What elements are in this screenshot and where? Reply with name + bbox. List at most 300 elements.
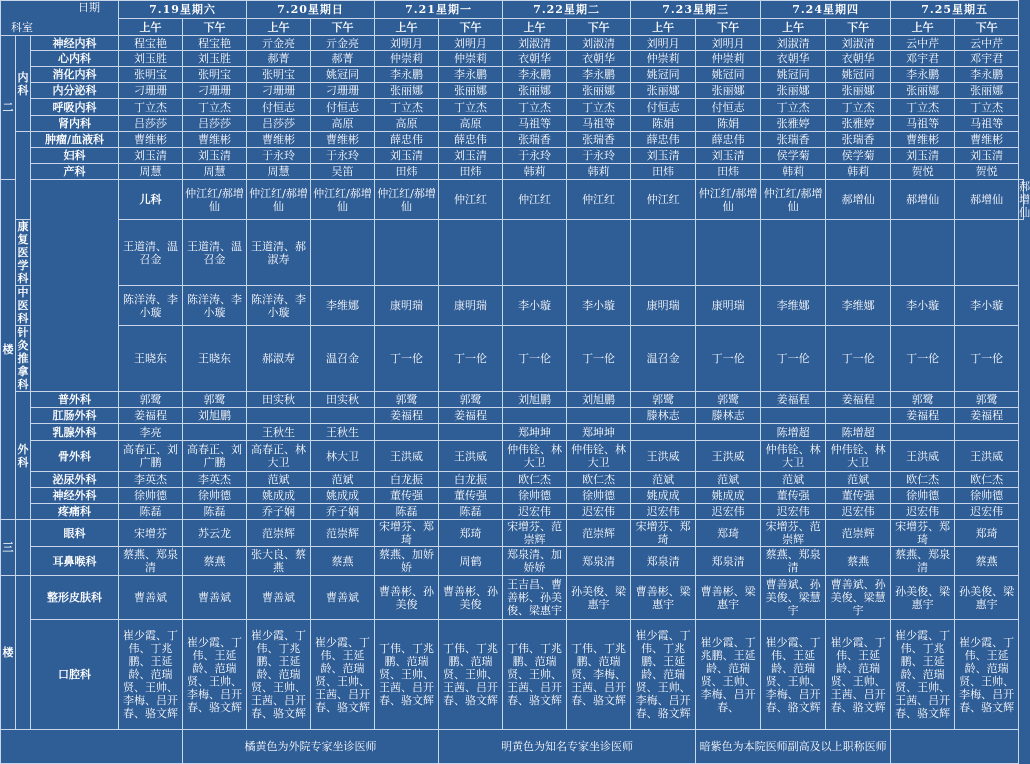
pm-doctor-cell: 付恒志: [696, 99, 761, 116]
pm-header: 下午: [955, 19, 1019, 36]
pm-doctor-cell: 迟宏伟: [696, 504, 761, 520]
am-doctor-cell: 郭鹭: [891, 392, 955, 408]
date-header: 7.22星期二: [503, 1, 631, 19]
am-doctor-cell: [891, 220, 955, 286]
am-doctor-cell: 刘玉清: [119, 148, 183, 164]
am-doctor-cell: 于永玲: [247, 148, 311, 164]
pm-doctor-cell: 李小璇: [567, 286, 631, 326]
pm-doctor-cell: 李永鹏: [439, 67, 503, 83]
floor2-label-top: 二: [1, 36, 16, 180]
am-doctor-cell: [891, 424, 955, 441]
pm-doctor-cell: 王洪威: [955, 441, 1019, 472]
am-doctor-cell: 李永鹏: [375, 67, 439, 83]
dept-name: 耳鼻喉科: [31, 547, 119, 576]
pm-doctor-cell: 田炜: [439, 164, 503, 180]
waike-blank-cell: [16, 576, 31, 730]
pm-doctor-cell: 刘玉清: [696, 148, 761, 164]
pm-doctor-cell: 贺悦: [955, 164, 1019, 180]
pm-doctor-cell: 陈磊: [183, 504, 247, 520]
pm-doctor-cell: 姜福程: [955, 408, 1019, 424]
am-doctor-cell: 姜福程: [891, 408, 955, 424]
pm-doctor-cell: 张瑞香: [826, 132, 891, 148]
am-doctor-cell: 马祖等: [891, 116, 955, 132]
pm-doctor-cell: 仲伟铨、林大卫: [567, 441, 631, 472]
am-doctor-cell: 周慧: [247, 164, 311, 180]
pm-doctor-cell: [826, 408, 891, 424]
pm-doctor-cell: 曹维彬: [955, 132, 1019, 148]
am-doctor-cell: 陈增超: [761, 424, 826, 441]
pm-doctor-cell: 迟宏伟: [826, 504, 891, 520]
pm-doctor-cell: [439, 424, 503, 441]
pm-doctor-cell: [311, 408, 375, 424]
am-doctor-cell: 仲崇莉: [375, 51, 439, 67]
floor3-label-bottom: 楼: [1, 576, 16, 730]
pm-doctor-cell: 孙美俊、梁惠宇: [567, 576, 631, 620]
am-doctor-cell: 张瑞香: [761, 132, 826, 148]
am-doctor-cell: 丁一伦: [761, 326, 826, 392]
date-header: 7.23星期三: [631, 1, 761, 19]
pm-doctor-cell: 丁伟、丁兆鹏、范瑞贤、王帅、王茜、吕开春、骆文辉: [439, 620, 503, 730]
pm-doctor-cell: 曹善彬、孙美俊: [439, 576, 503, 620]
am-doctor-cell: 邓宇君: [891, 51, 955, 67]
am-doctor-cell: 刘明月: [375, 36, 439, 51]
pm-doctor-cell: [955, 424, 1019, 441]
am-doctor-cell: [761, 220, 826, 286]
pm-doctor-cell: 滕林志: [696, 408, 761, 424]
am-doctor-cell: 刘玉胜: [119, 51, 183, 67]
pm-doctor-cell: 范斌: [696, 472, 761, 488]
am-doctor-cell: 刘玉清: [375, 148, 439, 164]
pm-doctor-cell: 丁一伦: [696, 326, 761, 392]
pm-doctor-cell: 丁伟、丁兆鹏、范瑞贤、李梅、王茜、吕开春、骆文辉: [567, 620, 631, 730]
am-doctor-cell: 亓金亮: [247, 36, 311, 51]
dept-row: [1, 220, 1024, 286]
pm-doctor-cell: 刘旭鹏: [567, 392, 631, 408]
am-doctor-cell: 张丽娜: [631, 83, 696, 99]
pm-header: 下午: [826, 19, 891, 36]
am-doctor-cell: 薛忠伟: [375, 132, 439, 148]
pm-doctor-cell: 李永鹏: [955, 67, 1019, 83]
am-doctor-cell: 郑泉清: [631, 547, 696, 576]
am-doctor-cell: 侯学菊: [761, 148, 826, 164]
am-doctor-cell: 郭鹭: [375, 392, 439, 408]
pm-doctor-cell: 仲江红: [631, 180, 696, 220]
pm-doctor-cell: 张雅婷: [826, 116, 891, 132]
am-doctor-cell: 刘旭鹏: [503, 392, 567, 408]
dept-name: 肾内科: [31, 116, 119, 132]
am-doctor-cell: 蔡燕、加娇娇: [375, 547, 439, 576]
am-header: 上午: [247, 19, 311, 36]
pm-doctor-cell: 丁立杰: [439, 99, 503, 116]
am-doctor-cell: 丁伟、丁兆鹏、范瑞贤、王帅、王茜、吕开春、骆文辉: [375, 620, 439, 730]
pm-doctor-cell: 王晓东: [183, 326, 247, 392]
am-doctor-cell: 蔡燕、郑泉清: [891, 547, 955, 576]
am-doctor-cell: 仲伟铨、林大卫: [761, 441, 826, 472]
floor3-label-top: 三: [1, 520, 16, 576]
pm-doctor-cell: 刘玉清: [439, 148, 503, 164]
dept-name: 妇科: [31, 148, 119, 164]
am-doctor-cell: 白龙振: [375, 472, 439, 488]
am-doctor-cell: 张丽娜: [891, 83, 955, 99]
am-doctor-cell: 刁珊珊: [247, 83, 311, 99]
am-doctor-cell: 刘淑清: [503, 36, 567, 51]
date-row: [1, 1, 1024, 19]
pm-doctor-cell: 徐帅德: [955, 488, 1019, 504]
am-doctor-cell: 程宝艳: [119, 36, 183, 51]
pm-doctor-cell: 丁立杰: [826, 99, 891, 116]
am-doctor-cell: 范斌: [631, 472, 696, 488]
dept-row: [1, 67, 1024, 83]
neike-blank-cell: [31, 180, 119, 392]
am-doctor-cell: 王秋生: [247, 424, 311, 441]
am-doctor-cell: 田炜: [375, 164, 439, 180]
date-header: 7.24星期四: [761, 1, 891, 19]
am-doctor-cell: 郝菁: [247, 51, 311, 67]
pm-doctor-cell: 徐帅德: [567, 488, 631, 504]
pm-doctor-cell: [696, 220, 761, 286]
pm-doctor-cell: 崔少霞、丁伟、王延龄、范瑞贤、王帅、王茜、吕开春、骆文辉: [311, 620, 375, 730]
pm-doctor-cell: 曹维彬: [311, 132, 375, 148]
am-doctor-cell: [503, 220, 567, 286]
am-doctor-cell: 迟宏伟: [503, 504, 567, 520]
pm-doctor-cell: 蔡燕: [311, 547, 375, 576]
am-doctor-cell: 姚冠同: [761, 67, 826, 83]
pm-doctor-cell: 郝菁: [311, 51, 375, 67]
pm-doctor-cell: 王洪威: [696, 441, 761, 472]
pm-header: 下午: [567, 19, 631, 36]
pm-doctor-cell: 蔡燕: [183, 547, 247, 576]
am-doctor-cell: 王道清、温召金: [119, 220, 183, 286]
am-doctor-cell: 仲伟铨、林大卫: [503, 441, 567, 472]
am-doctor-cell: 崔少霞、丁伟、丁兆鹏、王延龄、范瑞贤、王帅、王茜、吕开春、骆文辉: [891, 620, 955, 730]
am-doctor-cell: [631, 424, 696, 441]
am-doctor-cell: 王吉昌、曹善彬、孙美俊、梁惠宇: [503, 576, 567, 620]
dept-row: [1, 36, 1024, 51]
dept-name: 儿科: [119, 180, 183, 220]
pm-doctor-cell: 曹善斌、孙美俊、梁慧宇: [826, 576, 891, 620]
am-doctor-cell: 周慧: [119, 164, 183, 180]
am-doctor-cell: 李永鹏: [891, 67, 955, 83]
am-doctor-cell: 张瑞香: [503, 132, 567, 148]
dept-row: [1, 392, 1024, 408]
pm-doctor-cell: 张丽娜: [955, 83, 1019, 99]
dept-name: 肿瘤/血液科: [31, 132, 119, 148]
am-doctor-cell: 云中芹: [891, 36, 955, 51]
pm-doctor-cell: 周鹤: [439, 547, 503, 576]
am-header: 上午: [761, 19, 826, 36]
am-doctor-cell: 王晓东: [119, 326, 183, 392]
am-doctor-cell: 郝淑寿: [247, 326, 311, 392]
neike-blank-cell: [16, 132, 31, 220]
pm-doctor-cell: 欧仁杰: [567, 472, 631, 488]
am-doctor-cell: 陈洋涛、李小璇: [119, 286, 183, 326]
am-doctor-cell: 刘玉清: [631, 148, 696, 164]
pm-doctor-cell: 郝增仙: [891, 180, 955, 220]
dept-row: [1, 620, 1024, 730]
legend-yellow: 明黄色为知名专家坐诊医师: [439, 730, 696, 764]
am-doctor-cell: 刘明月: [631, 36, 696, 51]
am-doctor-cell: 仲江红/郝增仙: [311, 180, 375, 220]
am-doctor-cell: 范斌: [247, 472, 311, 488]
pm-doctor-cell: 张丽娜: [826, 83, 891, 99]
am-doctor-cell: 董传强: [761, 488, 826, 504]
pm-doctor-cell: 亓金亮: [311, 36, 375, 51]
am-doctor-cell: 仲江红: [567, 180, 631, 220]
dept-name: 针灸推拿科: [17, 326, 29, 391]
pm-doctor-cell: 温召金: [311, 326, 375, 392]
pm-doctor-cell: 韩莉: [826, 164, 891, 180]
pm-doctor-cell: 仲伟铨、林大卫: [826, 441, 891, 472]
am-doctor-cell: 丁立杰: [761, 99, 826, 116]
waike-blank-cell: [16, 520, 31, 576]
am-doctor-cell: 姜福程: [761, 392, 826, 408]
pm-doctor-cell: 丁一伦: [826, 326, 891, 392]
am-doctor-cell: 蔡燕、郑泉清: [761, 547, 826, 576]
am-doctor-cell: 王洪威: [891, 441, 955, 472]
am-doctor-cell: 张丽娜: [761, 83, 826, 99]
pm-doctor-cell: 林大卫: [311, 441, 375, 472]
am-doctor-cell: 韩莉: [761, 164, 826, 180]
pm-doctor-cell: 高原: [311, 116, 375, 132]
pm-doctor-cell: 仲崇莉: [696, 51, 761, 67]
am-doctor-cell: 徐帅德: [891, 488, 955, 504]
pm-doctor-cell: 康明瑞: [439, 286, 503, 326]
am-doctor-cell: 张雅婷: [761, 116, 826, 132]
am-doctor-cell: 陈洋涛、李小璇: [247, 286, 311, 326]
pm-doctor-cell: 丁一伦: [567, 326, 631, 392]
dept-name: 眼科: [31, 520, 119, 547]
pm-doctor-cell: 蔡燕: [826, 547, 891, 576]
am-doctor-cell: [631, 220, 696, 286]
dept-name: 康复医学科: [17, 220, 29, 285]
pm-doctor-cell: 郑琦: [955, 520, 1019, 547]
am-doctor-cell: 郑泉清、加娇娇: [503, 547, 567, 576]
am-doctor-cell: 李亮: [119, 424, 183, 441]
am-doctor-cell: 仲崇莉: [631, 51, 696, 67]
pm-doctor-cell: 丁立杰: [567, 99, 631, 116]
am-doctor-cell: 张明宝: [119, 67, 183, 83]
am-header: 上午: [119, 19, 183, 36]
am-doctor-cell: [503, 408, 567, 424]
am-header: 上午: [631, 19, 696, 36]
pm-doctor-cell: 王道清、温召金: [183, 220, 247, 286]
am-doctor-cell: 曹善斌: [247, 576, 311, 620]
corner-cell: [1, 1, 119, 36]
dept-row: [1, 408, 1024, 424]
pm-doctor-cell: 刘玉胜: [183, 51, 247, 67]
dept-name: 整形皮肤科: [31, 576, 119, 620]
dept-row: [1, 424, 1024, 441]
am-doctor-cell: 张丽娜: [375, 83, 439, 99]
pm-doctor-cell: 姚冠同: [826, 67, 891, 83]
dept-name: 神经内科: [31, 36, 119, 51]
pm-doctor-cell: 王洪威: [439, 441, 503, 472]
pm-doctor-cell: 丁立杰: [183, 99, 247, 116]
pm-doctor-cell: 刘玉清: [955, 148, 1019, 164]
am-header: 上午: [503, 19, 567, 36]
dept-row: [1, 488, 1024, 504]
pm-doctor-cell: [183, 424, 247, 441]
pm-doctor-cell: 丁一伦: [955, 326, 1019, 392]
pm-doctor-cell: 衣朝华: [826, 51, 891, 67]
pm-header: 下午: [311, 19, 375, 36]
am-doctor-cell: 滕林志: [631, 408, 696, 424]
am-doctor-cell: 郝增仙: [826, 180, 891, 220]
am-doctor-cell: 田实秋: [247, 392, 311, 408]
pm-doctor-cell: 刘淑清: [826, 36, 891, 51]
pm-header: 下午: [439, 19, 503, 36]
session-row: [1, 19, 1024, 36]
am-doctor-cell: 欧仁杰: [503, 472, 567, 488]
am-doctor-cell: 韩莉: [503, 164, 567, 180]
pm-doctor-cell: 范崇辉: [311, 520, 375, 547]
pm-doctor-cell: 陈娟: [696, 116, 761, 132]
pm-doctor-cell: 董传强: [826, 488, 891, 504]
pm-doctor-cell: 程宝艳: [183, 36, 247, 51]
am-doctor-cell: 董传强: [375, 488, 439, 504]
dept-name: 消化内科: [31, 67, 119, 83]
am-doctor-cell: 曹善彬、孙美俊: [375, 576, 439, 620]
pm-doctor-cell: 曹善彬、梁惠宇: [696, 576, 761, 620]
dept-row: [1, 83, 1024, 99]
pm-doctor-cell: 陈磊: [439, 504, 503, 520]
pm-doctor-cell: 丁立杰: [955, 99, 1019, 116]
dept-name: 内分泌科: [31, 83, 119, 99]
am-doctor-cell: 丁一伦: [891, 326, 955, 392]
floor2-label-bottom: 楼: [1, 180, 16, 520]
pm-doctor-cell: 郭鹭: [696, 392, 761, 408]
pm-doctor-cell: 马祖等: [567, 116, 631, 132]
am-doctor-cell: 薛忠伟: [631, 132, 696, 148]
am-doctor-cell: 于永玲: [503, 148, 567, 164]
pm-doctor-cell: 李小璇: [955, 286, 1019, 326]
am-doctor-cell: 宋增芬、郑琦: [631, 520, 696, 547]
pm-doctor-cell: 郝增仙: [1019, 180, 1030, 219]
pm-doctor-cell: 仲江红/郝增仙: [761, 180, 826, 220]
pm-doctor-cell: 曹维彬: [183, 132, 247, 148]
pm-doctor-cell: 陈增超: [826, 424, 891, 441]
am-doctor-cell: 高春正、刘广鹏: [119, 441, 183, 472]
am-doctor-cell: 孙美俊、梁惠宇: [891, 576, 955, 620]
pm-doctor-cell: 范崇辉: [826, 520, 891, 547]
pm-doctor-cell: 曹善斌: [183, 576, 247, 620]
pm-doctor-cell: 姜福程: [439, 408, 503, 424]
pm-doctor-cell: 姚冠同: [311, 67, 375, 83]
pm-doctor-cell: [567, 408, 631, 424]
pm-doctor-cell: 崔少霞、丁伟、王延龄、范瑞贤、王帅、王茜、吕开春、骆文辉: [826, 620, 891, 730]
pm-doctor-cell: [439, 220, 503, 286]
am-doctor-cell: 田炜: [631, 164, 696, 180]
date-axis-label: 日期: [78, 1, 101, 14]
pm-doctor-cell: 刘淑清: [567, 36, 631, 51]
am-doctor-cell: 徐帅德: [119, 488, 183, 504]
am-doctor-cell: 温召金: [631, 326, 696, 392]
schedule-body: [1, 1, 1030, 764]
pm-doctor-cell: 孙美俊、梁惠宇: [955, 576, 1019, 620]
pm-doctor-cell: 崔少霞、丁兆鹏、王延龄、范瑞贤、王帅、李梅、吕开春、: [696, 620, 761, 730]
am-doctor-cell: 乔子娴: [247, 504, 311, 520]
am-doctor-cell: 王道清、郝淑寿: [247, 220, 311, 286]
am-doctor-cell: 陈磊: [375, 504, 439, 520]
pm-doctor-cell: 仲江红/郝增仙: [247, 180, 311, 220]
pm-doctor-cell: 徐帅德: [183, 488, 247, 504]
pm-doctor-cell: 范崇辉: [567, 520, 631, 547]
pm-doctor-cell: 郑泉清: [696, 547, 761, 576]
am-doctor-cell: 丁立杰: [503, 99, 567, 116]
pm-doctor-cell: [696, 424, 761, 441]
am-doctor-cell: 姚成成: [631, 488, 696, 504]
am-doctor-cell: 张明宝: [247, 67, 311, 83]
dept-name: 口腔科: [31, 620, 119, 730]
pm-doctor-cell: 马祖等: [955, 116, 1019, 132]
am-doctor-cell: 张大良、蔡燕: [247, 547, 311, 576]
dept-name: 乳腺外科: [31, 424, 119, 441]
pm-doctor-cell: 王秋生: [311, 424, 375, 441]
dept-name: 产科: [31, 164, 119, 180]
pm-doctor-cell: 蔡燕: [955, 547, 1019, 576]
pm-doctor-cell: 崔少霞、丁伟、王延龄、范瑞贤、王帅、李梅、吕开春、骆文辉: [955, 620, 1019, 730]
am-doctor-cell: 欧仁杰: [891, 472, 955, 488]
dept-row: [1, 520, 1024, 547]
am-doctor-cell: 姜福程: [119, 408, 183, 424]
waike-group-label: 外科: [16, 392, 31, 520]
pm-doctor-cell: 白龙振: [439, 472, 503, 488]
dept-name: 疼痛科: [31, 504, 119, 520]
pm-doctor-cell: 薛忠伟: [696, 132, 761, 148]
am-doctor-cell: 崔少霞、丁伟、丁兆鹏、王延龄、范瑞贤、王帅、王茜、吕开春、骆文辉: [247, 620, 311, 730]
am-doctor-cell: 宋增芬、郑琦: [891, 520, 955, 547]
am-header: 上午: [891, 19, 955, 36]
pm-doctor-cell: 张丽娜: [696, 83, 761, 99]
am-doctor-cell: 李小璇: [891, 286, 955, 326]
pm-doctor-cell: [311, 220, 375, 286]
am-doctor-cell: 迟宏伟: [631, 504, 696, 520]
date-header: 7.20星期日: [247, 1, 375, 19]
pm-doctor-cell: [955, 220, 1019, 286]
pm-doctor-cell: 高原: [439, 116, 503, 132]
pm-doctor-cell: 郭鹭: [439, 392, 503, 408]
am-doctor-cell: 郝增仙: [955, 180, 1019, 220]
am-doctor-cell: 衣朝华: [761, 51, 826, 67]
legend-row: [1, 730, 1024, 764]
pm-doctor-cell: 苏云龙: [183, 520, 247, 547]
am-doctor-cell: 姚成成: [247, 488, 311, 504]
am-doctor-cell: 吕莎莎: [247, 116, 311, 132]
dept-row: [1, 132, 1024, 148]
am-doctor-cell: [375, 424, 439, 441]
am-doctor-cell: 徐帅德: [503, 488, 567, 504]
legend-purple: 暗紫色为本院医师副高及以上职称医师: [696, 730, 891, 764]
pm-doctor-cell: 刘玉清: [183, 148, 247, 164]
am-doctor-cell: 宋增芬、范崇辉: [761, 520, 826, 547]
am-doctor-cell: 刘玉清: [891, 148, 955, 164]
am-doctor-cell: 高原: [375, 116, 439, 132]
dept-name: 普外科: [31, 392, 119, 408]
am-doctor-cell: 宋增芬、郑琦: [375, 520, 439, 547]
dept-name: 呼吸内科: [31, 99, 119, 116]
am-doctor-cell: 曹善彬、梁惠宇: [631, 576, 696, 620]
pm-doctor-cell: 陈洋涛、李小璇: [183, 286, 247, 326]
date-header: 7.21星期一: [375, 1, 503, 19]
am-doctor-cell: 丁一伦: [375, 326, 439, 392]
dept-row: [1, 180, 1024, 220]
am-doctor-cell: 崔少霞、丁伟、丁兆鹏、王延龄、范瑞贤、王帅、李梅、吕开春、骆文辉: [119, 620, 183, 730]
pm-doctor-cell: 康明瑞: [696, 286, 761, 326]
am-doctor-cell: 丁立杰: [375, 99, 439, 116]
am-doctor-cell: 仲江红: [439, 180, 503, 220]
dept-row: [1, 441, 1024, 472]
pm-doctor-cell: 姚冠同: [696, 67, 761, 83]
